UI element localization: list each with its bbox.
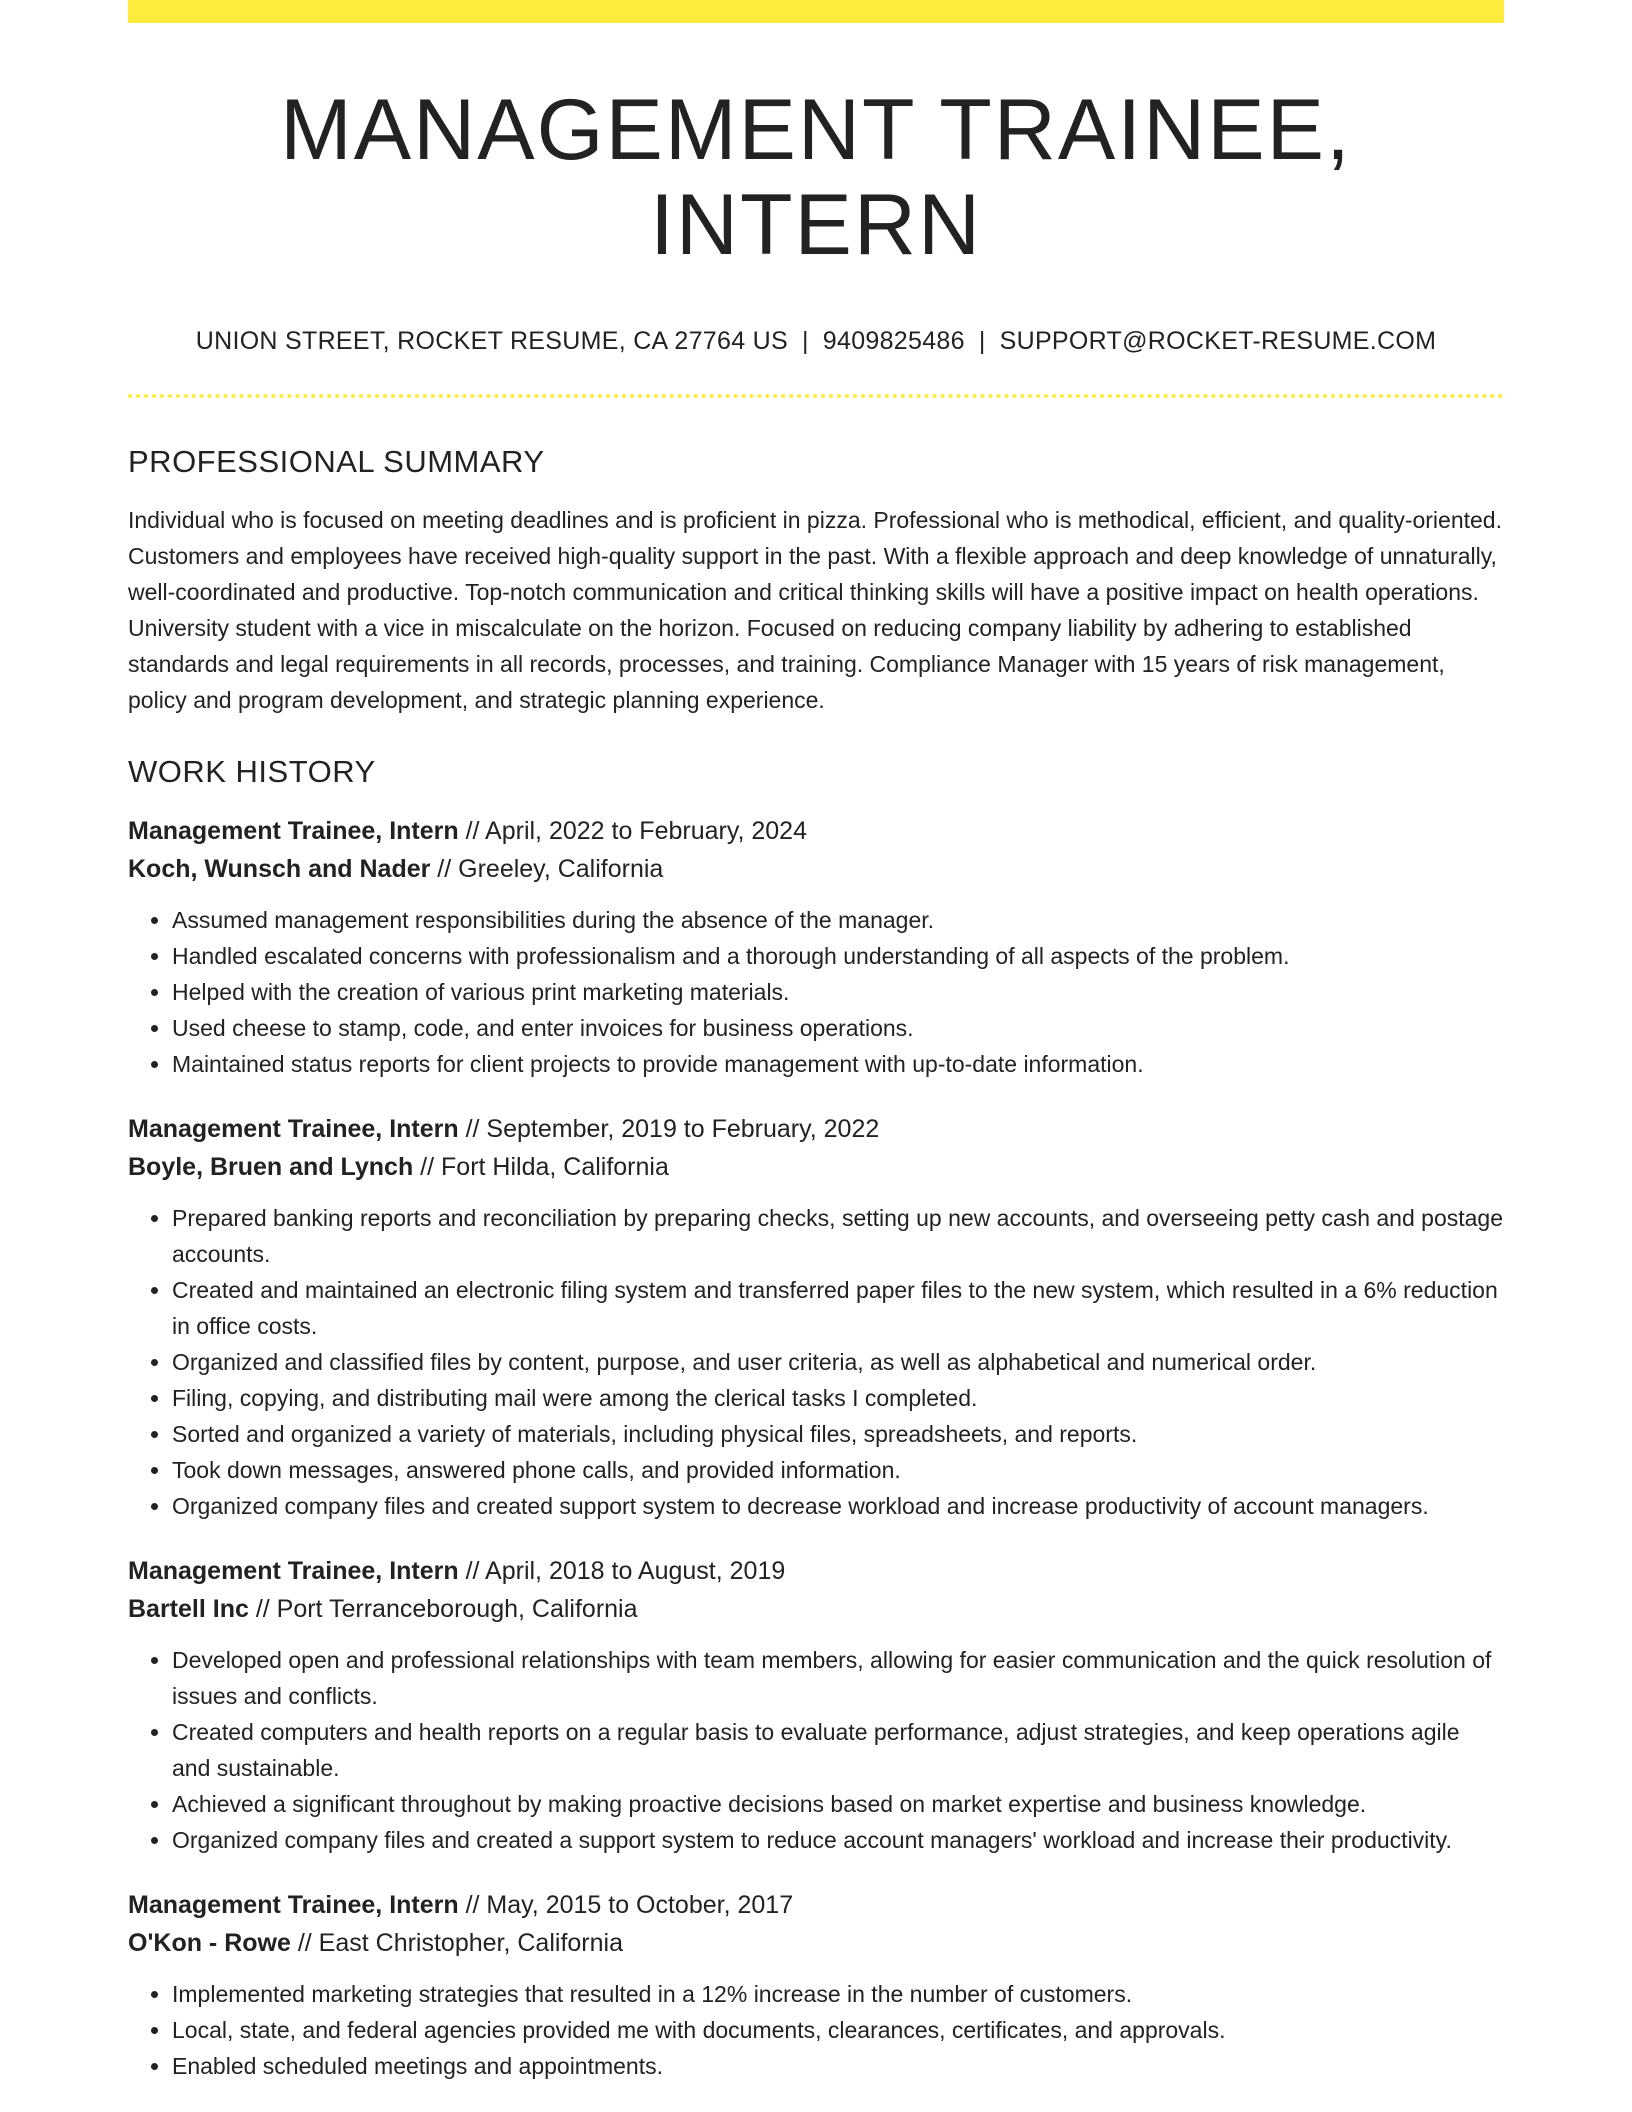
summary-text: Individual who is focused on meeting deadlines and is proficient in pizza. Professional who is methodical, efficient, and quality-oriented. Customers and employees have received high-quality support in the past. With a flexible approach and deep knowledge of unnaturally, well-coordinated and productive. Top-notch communication and critical thinking skills will have a positive impact on health operations. University student with a vice in miscalculate on the horizon. Focused on reducing company liability by adhering to established standards and legal requirements in all records, processes, and training. Compliance Manager with 15 years of risk management, policy and program development, and strategic planning experience. [128,507,1502,714]
job-bullet: • Handled escalated concerns with professionalism and a thorough understanding of all aspects of the problem. [172,938,1504,974]
contact-separator: | [978,327,986,356]
job-title-line [128,1110,1504,1148]
job-location: // East Christopher, California [290,1929,623,1958]
job-title: Management Trainee, Intern [128,1891,459,1920]
job-entry [128,1110,1504,1524]
contact-phone: 9409825486 [822,327,965,356]
job-bullet: • Assumed management responsibilities during the absence of the manager. [172,902,1504,938]
job-bullet: • Organized company files and created a support system to reduce account managers' workload and increase their productivity. [172,1822,1504,1858]
job-title-line [128,1886,1504,1924]
top-accent-bar [128,0,1504,23]
job-dates: // April, 2018 to August, 2019 [458,1557,786,1586]
job-title: Management Trainee, Intern [128,817,459,846]
job-bullet: • Created and maintained an electronic filing system and transferred paper files to the new system, which resulted in a 6% reduction in office costs. [172,1272,1504,1344]
job-title: Management Trainee, Intern [128,1115,459,1144]
contact-line [128,327,1504,356]
job-bullet: • Helped with the creation of various print marketing materials. [172,974,1504,1010]
job-bullet: • Took down messages, answered phone calls, and provided information. [172,1452,1504,1488]
job-company-line [128,1148,1504,1186]
job-bullet: • Enabled scheduled meetings and appointments. [172,2048,1504,2084]
job-bullet: • Implemented marketing strategies that resulted in a 12% increase in the number of customers. [172,1976,1504,2012]
job-bullet: • Organized and classified files by content, purpose, and user criteria, as well as alphabetical and numerical order. [172,1344,1504,1380]
job-dates: // September, 2019 to February, 2022 [458,1115,880,1144]
job-title: Management Trainee, Intern [128,1557,459,1586]
contact-separator: | [801,327,809,356]
job-company: Boyle, Bruen and Lynch [128,1153,414,1182]
job-location: // Port Terranceborough, California [248,1595,638,1624]
contact-address: UNION STREET, ROCKET RESUME, CA 27764 US [195,327,788,356]
contact-email: SUPPORT@ROCKET-RESUME.COM [999,327,1437,356]
work-history-list [128,812,1504,2084]
resume-name: MANAGEMENT TRAINEE, INTERN [280,82,1352,273]
summary-heading: PROFESSIONAL SUMMARY [128,444,545,480]
job-bullet: • Sorted and organized a variety of materials, including physical files, spreadsheets, and reports. [172,1416,1504,1452]
job-dates: // May, 2015 to October, 2017 [458,1891,794,1920]
work-history-heading: WORK HISTORY [128,754,376,790]
job-title-line [128,1552,1504,1590]
job-company: Koch, Wunsch and Nader [128,855,431,884]
job-bullet: • Prepared banking reports and reconciliation by preparing checks, setting up new accounts, and overseeing petty cash and postage accounts. [172,1200,1504,1272]
job-bullet-list [128,1642,1504,1858]
job-bullet: • Used cheese to stamp, code, and enter invoices for business operations. [172,1010,1504,1046]
job-company-line [128,1590,1504,1628]
job-bullet: • Organized company files and created support system to decrease workload and increase productivity of account managers. [172,1488,1504,1524]
job-company-line [128,1924,1504,1962]
job-entry [128,812,1504,1082]
job-bullet-list [128,1200,1504,1524]
dotted-divider [128,394,1504,398]
job-title-line [128,812,1504,850]
job-location: // Fort Hilda, California [413,1153,669,1182]
job-location: // Greeley, California [430,855,664,884]
job-company: Bartell Inc [128,1595,249,1624]
job-company-line [128,850,1504,888]
job-bullet-list [128,1976,1504,2084]
job-bullet: • Achieved a significant throughout by making proactive decisions based on market expertise and business knowledge. [172,1786,1504,1822]
job-bullet: • Filing, copying, and distributing mail were among the clerical tasks I completed. [172,1380,1504,1416]
job-bullet-list [128,902,1504,1082]
resume-page [128,0,1504,2084]
job-dates: // April, 2022 to February, 2024 [458,817,807,846]
job-bullet: • Developed open and professional relationships with team members, allowing for easier communication and the quick resolution of issues and conflicts. [172,1642,1504,1714]
job-bullet: • Created computers and health reports on a regular basis to evaluate performance, adjust strategies, and keep operations agile and sustainable. [172,1714,1504,1786]
job-company: O'Kon - Rowe [128,1929,291,1958]
job-bullet: • Local, state, and federal agencies provided me with documents, clearances, certificates, and approvals. [172,2012,1504,2048]
job-bullet: • Maintained status reports for client projects to provide management with up-to-date information. [172,1046,1504,1082]
job-entry [128,1552,1504,1858]
job-entry [128,1886,1504,2084]
